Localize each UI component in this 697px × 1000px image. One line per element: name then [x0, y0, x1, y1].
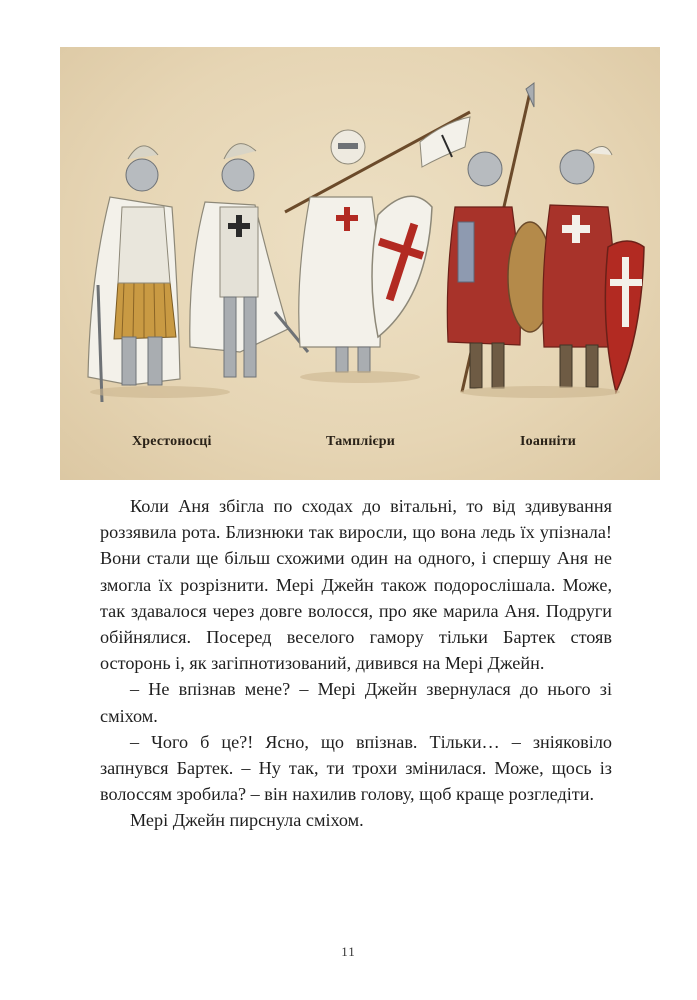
hospitaller-figure-2: [543, 146, 644, 392]
templar-figure: [285, 112, 470, 372]
paragraph: Мері Джейн пирснула сміхом.: [130, 810, 364, 831]
paragraph: – Чого б це?! Ясно, що впізнав. Тільки… – зніяковіло запнувся Бартек. – Ну так, ти трохи змінилася. Може, щось із волоссям зробила? – він нахилив голову, щоб краще розгледіти.: [100, 731, 612, 805]
page-number: 11: [341, 944, 356, 959]
knights-drawing: [60, 47, 660, 480]
caption-crusaders: Хрестоносці: [132, 434, 212, 449]
knights-illustration: [60, 47, 660, 480]
caption-hospitallers: Іоанніти: [520, 434, 577, 449]
caption-templars: Тамплієри: [326, 434, 396, 449]
paragraph: Коли Аня збігла по сходах до вітальні, то від здивування роззявила рота. Близнюки так виросли, що вона ледь їх упізнала! Вони стали ще більш схожими один на одного, і спершу Аня не змогла їх розрізнити. Мері Джейн також подорослішала. Може, так здавалося через довге волосся, про яке марила Аня. Подруги обійнялися. Посеред веселого гамору тільки Бартек стояв осторонь і, як загіпнотизований, дивився на Мері Джейн.: [100, 496, 612, 674]
crusader-figure-1: [88, 146, 180, 402]
body-text: [100, 493, 612, 834]
crusader-figure-2: [190, 144, 308, 377]
paragraph: – Не впізнав мене? – Мері Джейн звернулася до нього зі сміхом.: [100, 679, 612, 726]
